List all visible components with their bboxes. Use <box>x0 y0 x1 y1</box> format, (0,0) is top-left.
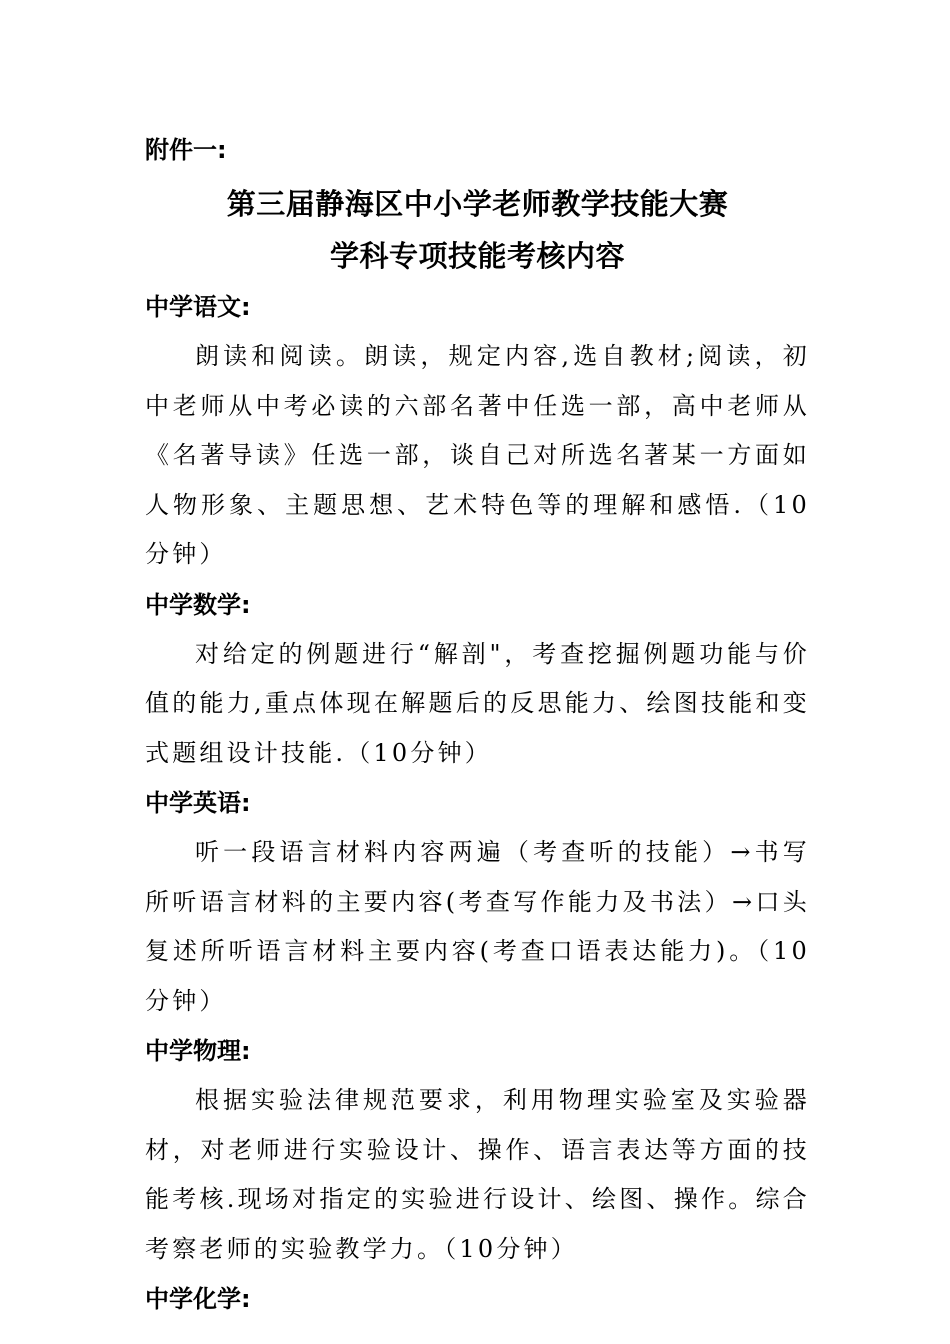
section-math <box>145 580 810 779</box>
section-heading: 中学化学: <box>145 1285 251 1313</box>
section-english <box>145 778 810 1026</box>
section-chinese <box>145 282 810 580</box>
subject-sections <box>145 282 810 1324</box>
document-title-line-1: 第三届静海区中小学老师教学技能大赛 <box>226 187 729 221</box>
section-physics <box>145 1026 810 1274</box>
document-page <box>145 128 810 1324</box>
section-heading: 中学英语: <box>145 789 251 817</box>
section-body: 对给定的例题进行“解剖"，考查挖掘例题功能与价值的能力,重点体现在解题后的反思能力、绘图技能和变式题组设计技能.（10分钟） <box>145 639 810 767</box>
section-body: 根据实验法律规范要求，利用物理实验室及实验器材，对老师进行实验设计、操作、语言表达等方面的技能考核.现场对指定的实验进行设计、绘图、操作。综合考察老师的实验教学力。（10分钟） <box>145 1086 810 1263</box>
section-heading: 中学物理: <box>145 1037 251 1065</box>
section-chemistry <box>145 1274 810 1324</box>
section-heading: 中学数学: <box>145 590 251 619</box>
section-body: 听一段语言材料内容两遍（考查听的技能）→书写所听语言材料的主要内容(考查写作能力及书法）→口头复述所听语言材料主要内容(考查口语表达能力)。（10分钟） <box>145 838 810 1015</box>
document-title-line-2: 学科专项技能考核内容 <box>329 239 625 273</box>
section-heading: 中学语文: <box>145 293 251 321</box>
annex-label: 附件一: <box>145 136 227 164</box>
section-body: 朗读和阅读。朗读，规定内容,选自教材;阅读，初中老师从中考必读的六部名著中任选一部，高中老师从《名著导读》任选一部，谈自己对所选名著某一方面如人物形象、主题思想、艺术特色等的理解和感悟.（10分钟） <box>145 342 810 568</box>
